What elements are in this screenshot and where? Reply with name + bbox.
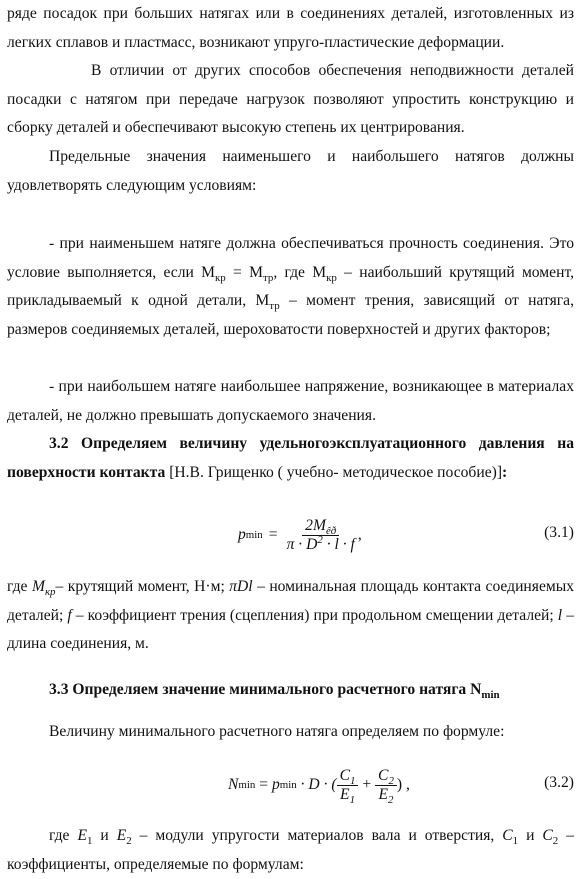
var-c1: C — [339, 766, 350, 784]
fraction-denominator — [284, 533, 358, 554]
heading-3-3 — [7, 676, 574, 705]
numerator-sub: êð — [325, 524, 337, 537]
formula-3-2 — [0, 755, 581, 815]
fraction-c1-e1 — [337, 767, 359, 804]
equation-number: (3.1) — [544, 524, 574, 541]
var-e1: E — [340, 785, 350, 803]
var-c2-sub: 2 — [388, 774, 394, 787]
subscript: кр — [214, 271, 226, 284]
paragraph-conditions-intro: Предельные значения наименьшего и наибольшего натягов должны удовлетворять следующим условиям: — [7, 148, 574, 194]
denominator-sup: 2 — [317, 533, 323, 546]
text-run: = М — [225, 263, 263, 281]
heading-source: [Н.В. Грищенко ( учебно- методическое пособие)] — [165, 463, 503, 481]
numerator-text: 2M — [305, 516, 326, 534]
var-p: p — [271, 776, 280, 793]
subscript: тр — [269, 300, 280, 313]
text-run: – момент трения, зависящий от натяга, размеров соединяемых деталей, шероховатости поверхностей и других факторов; — [7, 292, 574, 338]
paragraph-formula-intro: Величину минимального расчетного натяга определяем по формуле: — [49, 723, 505, 740]
var-e2-sub: 2 — [126, 835, 132, 848]
fraction-c2-e2 — [375, 767, 397, 804]
formula-lhs: p — [238, 526, 246, 543]
denominator-text: π · D — [286, 535, 318, 553]
text-run: где — [49, 827, 78, 844]
formula-tail: ) , — [396, 776, 410, 793]
fraction-numerator — [375, 767, 397, 786]
formula-tail: , — [357, 526, 362, 543]
paragraph-variables-3-2 — [7, 822, 574, 879]
plus-sign: + — [358, 776, 376, 793]
heading-bold-text: 3.2 Определяем величину удельногоэксплуатационного давления на поверхности контакта — [7, 435, 574, 481]
text-run: , где М — [273, 263, 327, 281]
var-f: f — [67, 606, 72, 624]
text-run: – длина соединения, м. — [7, 606, 574, 652]
var-c1-sub: 1 — [512, 835, 519, 848]
fraction-numerator — [337, 767, 359, 786]
var-e2: E — [378, 785, 389, 803]
formula-3-1-body: p min = $\frac{2M_{êð}}{\pi \cdot D^2 \cdot l \cdot f}$ , — [238, 516, 362, 553]
formula-lhs: N — [228, 776, 239, 793]
var-c1: C — [502, 827, 513, 844]
text-run: где — [7, 578, 32, 595]
paragraph-min-interference — [7, 230, 574, 344]
var-m: M — [31, 578, 45, 595]
fraction — [284, 517, 358, 554]
text-run: – модули упругости материалов вала и отверстия, — [131, 827, 503, 844]
fraction-denominator — [337, 786, 358, 804]
text-run: и — [92, 827, 117, 844]
formula-3-1 — [0, 505, 581, 565]
heading-colon: : — [502, 463, 508, 481]
var-e2-sub: 2 — [388, 793, 394, 806]
heading-text: 3.3 Определяем значение минимального расчетного натяга N — [49, 681, 482, 698]
formula-mid: · D · ( — [296, 776, 337, 793]
var-c2: C — [378, 766, 389, 784]
var-c1-sub: 1 — [350, 774, 356, 787]
var-e2: E — [116, 827, 127, 844]
text-run: - при наименьшем натяге должна обеспечиваться прочность соединения. Это условие выполняется, если М — [7, 235, 574, 281]
var-e1: E — [77, 827, 87, 844]
paragraph-variables-3-1 — [7, 573, 574, 659]
var-pidl: πDl — [229, 578, 253, 595]
text-run: – крутящий момент, Н·м; — [55, 578, 230, 595]
var-e1-sub: 1 — [86, 835, 93, 848]
heading-sub: min — [481, 689, 500, 702]
equals-sign: = — [268, 526, 278, 543]
equation-number: (3.2) — [544, 774, 574, 791]
paragraph-max-interference: - при наибольшем натяге наибольшее напряжение, возникающее в материалах деталей, не должно превышать допускаемого значения. — [7, 378, 574, 424]
subscript: кр — [326, 271, 337, 284]
var-l: l — [557, 606, 563, 624]
text-run: – номинальная площадь контакта соединяемых деталей; — [7, 578, 575, 624]
var-m-sub: кр — [44, 586, 56, 599]
paragraph-advantages: В отличии от других способов обеспечения неподвижности деталей посадки с натягом при передаче нагрузок позволяют упростить конструкцию и сборку деталей и обеспечивают высокую степень их центрирования. — [7, 62, 574, 136]
subscript: тр — [262, 271, 274, 284]
denominator-rest: · l · f — [322, 535, 355, 553]
text-run: и — [518, 827, 543, 844]
text-run: – коэффициент трения (сцепления) при продольном смещении деталей; — [71, 606, 558, 624]
text-run: – наибольший крутящий момент, прикладываемый к одной детали, М — [7, 263, 574, 309]
text-run: – коэффициенты, определяемые по формулам: — [7, 827, 574, 873]
fraction-denominator — [375, 786, 396, 804]
equals-sign: = — [255, 776, 272, 793]
formula-3-2-body: N min = p min · D · ( $\frac{C_1}{E_1}$ + $\frac{C_2}{E_2}$ ) , — [228, 766, 410, 806]
heading-3-2 — [7, 430, 574, 487]
var-e1-sub: 1 — [349, 793, 356, 806]
var-c2-sub: 2 — [552, 835, 559, 848]
var-c2: C — [542, 827, 553, 844]
paragraph-deformations: ряде посадок при больших натягах или в соединениях деталей, изготовленных из легких сплавов и пластмасс, возникают упруго-пластические деформации. — [7, 5, 574, 51]
